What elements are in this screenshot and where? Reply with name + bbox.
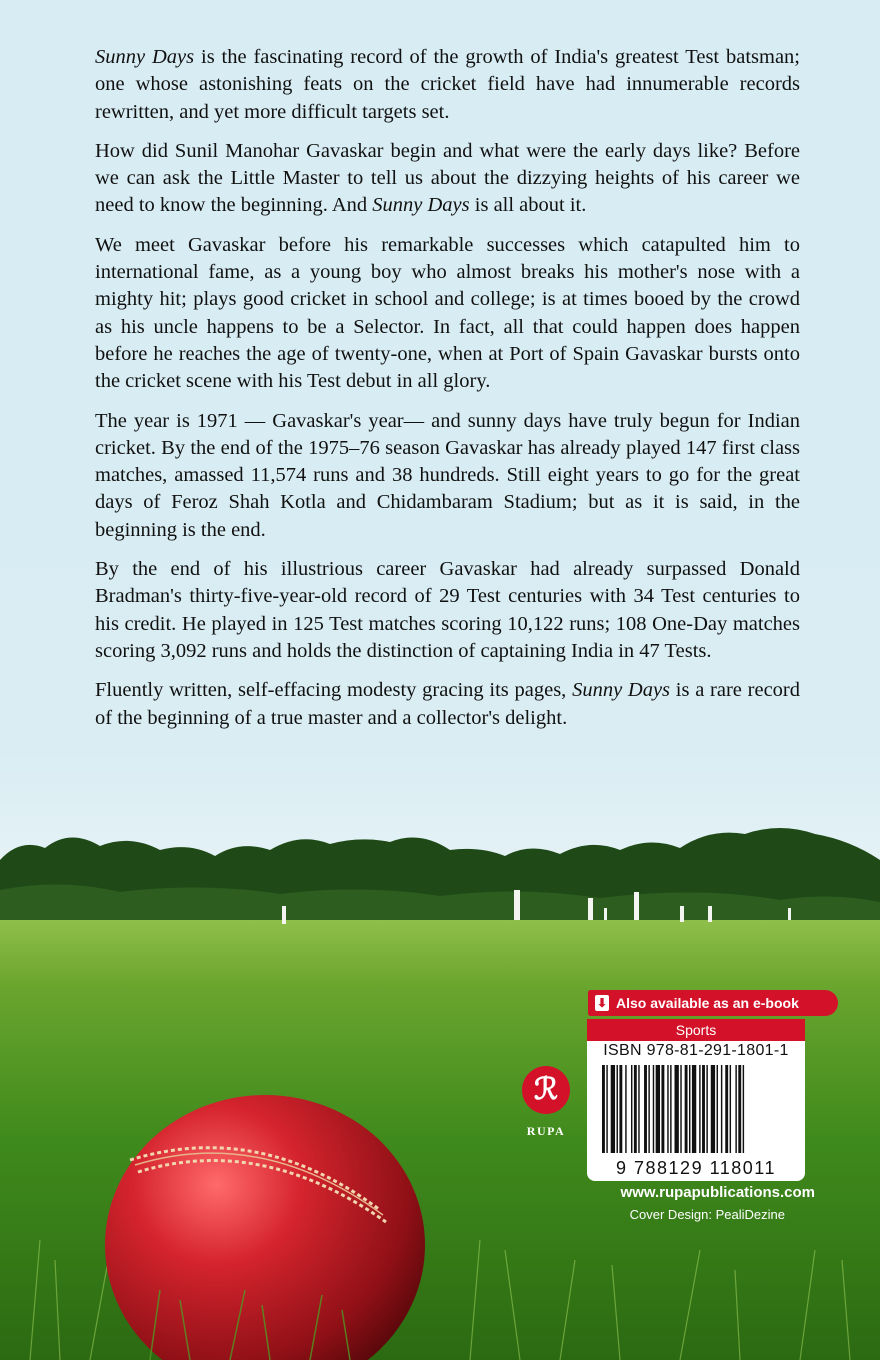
barcode-bar — [685, 1065, 688, 1153]
barcode-bar — [625, 1065, 626, 1153]
barcode-bar — [631, 1065, 632, 1153]
barcode — [602, 1065, 792, 1153]
barcode-bar — [606, 1065, 607, 1153]
publisher-name: RUPA — [526, 1124, 566, 1138]
barcode-bar — [735, 1065, 736, 1153]
barcode-bar — [619, 1065, 622, 1153]
book-title: Sunny Days — [95, 46, 195, 68]
barcode-bar — [725, 1065, 728, 1153]
barcode-bar — [721, 1065, 722, 1153]
barcode-bar — [611, 1065, 615, 1153]
barcode-bar — [644, 1065, 647, 1153]
cover-credit: Cover Design: PealiDezine — [629, 1207, 785, 1222]
barcode-bar — [656, 1065, 660, 1153]
barcode-digits: 9 788129 118011 — [616, 1158, 776, 1178]
book-title: Sunny Days — [572, 679, 671, 702]
barcode-bar — [689, 1065, 690, 1153]
barcode-bar — [667, 1065, 668, 1153]
blurb-paragraph-6: Fluently written, self-effacing modesty gracing its pages, Sunny Days is a rare record of the beginning of a true master and a collector's delight. — [95, 679, 801, 729]
publisher-logo: ℛ RUPA — [518, 1066, 574, 1142]
barcode-bar — [702, 1065, 705, 1153]
publisher-url: www.rupapublications.com — [620, 1184, 815, 1201]
barcode-bar — [699, 1065, 700, 1153]
barcode-bar — [692, 1065, 696, 1153]
barcode-bar — [706, 1065, 707, 1153]
barcode-bar — [717, 1065, 718, 1153]
blurb-paragraph-5: By the end of his illustrious career Gavaskar had already surpassed Donald Bradman's thirty-five-year-old record of 29 Test centuries with 34 Test centuries to his credit. He played in 125 Test matches scoring 10,122 runs; 108 One-Day matches scoring 3,092 runs and holds the distinction of captaining India in 47 Tests. — [95, 558, 800, 662]
barcode-bar — [670, 1065, 671, 1153]
isbn-box — [587, 1041, 805, 1181]
download-icon: ⬇ — [596, 996, 608, 1010]
book-title: Sunny Days — [372, 194, 470, 217]
barcode-bar — [680, 1065, 681, 1153]
blurb-paragraph-1: Sunny Days is the fascinating record of the growth of India's greatest Test batsman; one whose astonishing feats on the cricket field have had innumerable records rewritten, and yet more difficult targets set. — [95, 46, 801, 123]
blurb-paragraph-3: We meet Gavaskar before his remarkable successes which catapulted him to international fame, as a young boy who almost breaks his mother's nose with a mighty hit; plays good cricket in school and college; is at times booed by the crowd as his uncle happens to be a Selector. In fact, all that could happen does happen before he reaches the age of twenty-one, when at Port of Spain Gavaskar bursts onto the cricket scene with his Test debut in all glory. — [95, 233, 800, 393]
barcode-bar — [634, 1065, 637, 1153]
blurb-text — [95, 44, 800, 744]
blurb-paragraph-2: How did Sunil Manohar Gavaskar begin and what were the early days like? Before we can ask the Little Master to tell us about the dizzying heights of his career we need to know the beginning. And Sunny Days is all about it. — [95, 139, 800, 217]
barcode-bar — [675, 1065, 679, 1153]
barcode-bar — [602, 1065, 605, 1153]
barcode-bar — [738, 1065, 741, 1153]
barcode-bar — [638, 1065, 639, 1153]
category-label: Sports — [587, 1019, 805, 1041]
barcode-bar — [711, 1065, 715, 1153]
ebook-banner: ⬇ Also available as an e-book — [588, 990, 838, 1016]
barcode-bar — [653, 1065, 654, 1153]
barcode-bar — [730, 1065, 731, 1153]
barcode-bar — [661, 1065, 664, 1153]
isbn-number: ISBN 978-81-291-1801-1 — [603, 1042, 789, 1059]
barcode-bar — [648, 1065, 649, 1153]
blurb-paragraph-4: The year is 1971 — Gavaskar's year— and sunny days have truly begun for Indian cricket. By the end of the 1975–76 season Gavaskar has already played 147 first class matches, amassed 11,574 runs and 38 hundreds. Still eight years to go for the great days of Feroz Shah Kotla and Chidambaram Stadium; but as it is said, in the beginning is the end. — [95, 409, 800, 541]
barcode-bar — [617, 1065, 618, 1153]
barcode-bar — [743, 1065, 744, 1153]
